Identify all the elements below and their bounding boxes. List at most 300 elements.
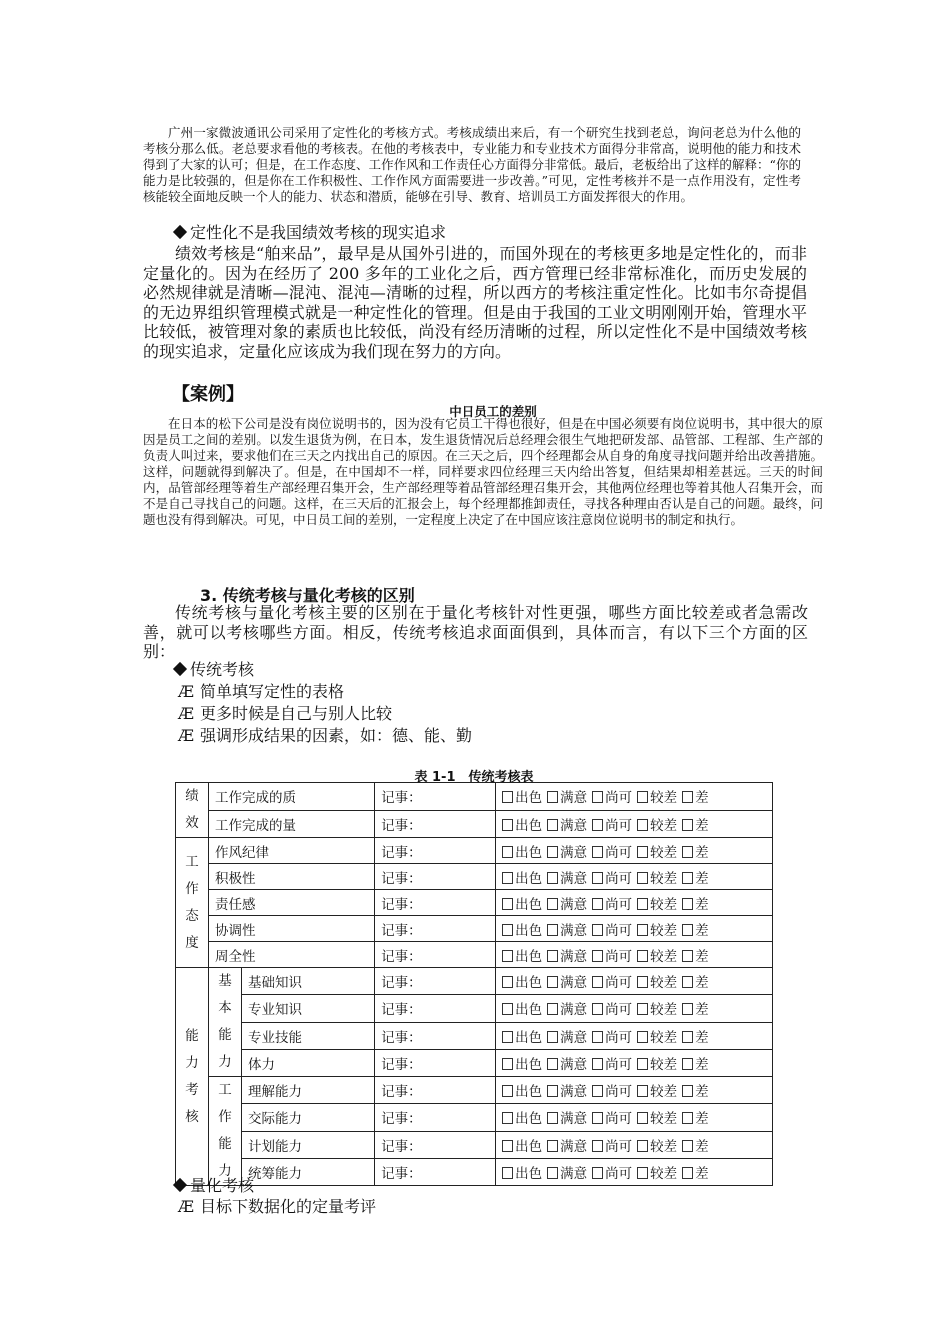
rating-option[interactable] [637, 1084, 677, 1100]
checkbox-icon[interactable] [547, 872, 558, 884]
rating-option-label: 较差 [650, 1002, 678, 1019]
rating-option[interactable] [502, 1111, 542, 1127]
group-cell-perf [176, 783, 209, 838]
item-cell: 计划能力 [242, 1131, 375, 1158]
note-cell: 记事： [375, 995, 496, 1022]
rating-option[interactable] [682, 790, 709, 806]
rating-option-label: 满意 [560, 975, 588, 992]
checkbox-icon[interactable] [682, 791, 693, 803]
table-row [176, 968, 773, 995]
rating-option[interactable] [592, 897, 632, 913]
diamond-bullet-icon [173, 1178, 187, 1192]
traditional-points [178, 681, 472, 747]
vertical-text [176, 1023, 208, 1131]
table-row [176, 864, 773, 890]
checkbox-icon[interactable] [547, 950, 558, 962]
checkbox-icon[interactable] [682, 1140, 693, 1152]
checkbox-icon[interactable] [592, 819, 603, 831]
options-cell [496, 968, 773, 995]
rating-option-label: 较差 [650, 922, 678, 939]
rating-option[interactable] [592, 975, 632, 991]
list-item-text: 简单填写定性的表格 [200, 682, 345, 701]
rating-option[interactable] [637, 1166, 677, 1182]
list-item [178, 681, 472, 703]
rating-option[interactable] [592, 790, 632, 806]
table-row [176, 1049, 773, 1076]
table-row [176, 838, 773, 864]
subgroup-cell-work [209, 1077, 242, 1186]
checkbox-icon[interactable] [682, 1058, 693, 1070]
item-cell: 交际能力 [242, 1104, 375, 1131]
vertical-char: 力 [218, 1163, 232, 1179]
options-cell [496, 1022, 773, 1049]
checkbox-icon[interactable] [502, 950, 513, 962]
checkbox-icon[interactable] [592, 1112, 603, 1124]
rating-option-label: 较差 [650, 1165, 678, 1182]
rating-option[interactable] [502, 845, 542, 861]
note-cell: 记事： [375, 1104, 496, 1131]
list-item-text: 目标下数据化的定量考评 [200, 1197, 377, 1216]
rating-option[interactable] [637, 1002, 677, 1018]
checkbox-icon[interactable] [592, 1167, 603, 1179]
rating-option[interactable] [592, 1030, 632, 1046]
rating-option[interactable] [637, 845, 677, 861]
rating-option[interactable] [547, 897, 587, 913]
checkbox-icon[interactable] [592, 791, 603, 803]
rating-option[interactable] [682, 949, 709, 965]
list-item [178, 1196, 376, 1218]
rating-option[interactable] [637, 1111, 677, 1127]
table-row [176, 1077, 773, 1104]
rating-option-label: 出色 [515, 1002, 543, 1019]
checkbox-icon[interactable] [682, 1112, 693, 1124]
note-cell: 记事： [375, 968, 496, 995]
vertical-char: 本 [218, 1000, 232, 1016]
options-cell [496, 1077, 773, 1104]
checkbox-icon[interactable] [547, 1003, 558, 1015]
list-item [178, 725, 472, 747]
rating-option-label: 出色 [515, 1029, 543, 1046]
rating-option[interactable] [502, 949, 542, 965]
rating-option-label: 差 [695, 1084, 709, 1101]
rating-option[interactable] [637, 949, 677, 965]
vertical-char: 能 [218, 1136, 232, 1152]
rating-option-label: 满意 [560, 922, 588, 939]
table-row [176, 1022, 773, 1049]
rating-option[interactable] [682, 1139, 709, 1155]
rating-option[interactable] [682, 845, 709, 861]
item-cell: 周全性 [209, 942, 375, 968]
rating-option[interactable] [502, 818, 542, 834]
checkbox-icon[interactable] [637, 976, 648, 988]
checkbox-icon[interactable] [502, 924, 513, 936]
ae-bullet: Æ [178, 682, 195, 701]
rating-option-label: 出色 [515, 870, 543, 887]
rating-option[interactable] [637, 897, 677, 913]
checkbox-icon[interactable] [682, 872, 693, 884]
checkbox-icon[interactable] [592, 1140, 603, 1152]
checkbox-icon[interactable] [592, 950, 603, 962]
vertical-char: 绩 [185, 788, 199, 804]
rating-option[interactable] [547, 790, 587, 806]
checkbox-icon[interactable] [637, 1058, 648, 1070]
checkbox-icon[interactable] [682, 976, 693, 988]
options-cell [496, 995, 773, 1022]
checkbox-icon[interactable] [547, 819, 558, 831]
checkbox-icon[interactable] [682, 1031, 693, 1043]
section1-heading-text: 定性化不是我国绩效考核的现实追求 [190, 223, 447, 242]
rating-option[interactable] [682, 1057, 709, 1073]
rating-option-label: 差 [695, 870, 709, 887]
rating-option-label: 满意 [560, 1138, 588, 1155]
rating-option[interactable] [637, 1139, 677, 1155]
rating-option[interactable] [592, 1111, 632, 1127]
section1-heading [172, 223, 446, 243]
checkbox-icon[interactable] [637, 872, 648, 884]
note-cell: 记事： [375, 838, 496, 864]
rating-option-label: 较差 [650, 790, 678, 807]
case-body [143, 416, 823, 528]
rating-option[interactable] [547, 818, 587, 834]
rating-option[interactable] [637, 1030, 677, 1046]
checkbox-icon[interactable] [592, 1085, 603, 1097]
table-body [176, 783, 773, 1186]
rating-option[interactable] [547, 949, 587, 965]
vertical-char: 能 [185, 1027, 199, 1044]
ae-bullet: Æ [178, 1197, 195, 1216]
rating-option[interactable] [592, 845, 632, 861]
checkbox-icon[interactable] [502, 1031, 513, 1043]
rating-option-label: 差 [695, 1029, 709, 1046]
checkbox-icon[interactable] [637, 898, 648, 910]
rating-option[interactable] [502, 1002, 542, 1018]
checkbox-icon[interactable] [592, 976, 603, 988]
item-cell: 理解能力 [242, 1077, 375, 1104]
note-cell: 记事： [375, 1022, 496, 1049]
rating-option[interactable] [637, 818, 677, 834]
case-body-text: 在日本的松下公司是没有岗位说明书的，因为没有它员工干得也很好，但是在中国必须要有岗位说明书，其中很大的原因是员工之间的差别。以发生退货为例，在日本，发生退货情况后总经理会很生气地把研发部、品管部、工程部、生产部的负责人叫过来，要求他们在三天之内找出自己的原因。在三天之后，四个经理都会从自身的角度寻找问题并给出改善措施。这样，问题就得到解决了。但是，在中国却不一样，同样要求四位经理三天内给出答复，但结果却相差甚远。三天的时间内，品管部经理等着生产部经理召集开会，生产部经理等着品管部经理召集开会，其他两位经理也等着其他人召集开会，而不是自己寻找自己的问题。这样，在三天后的汇报会上，每个经理都推卸责任，寻找各种理由否认是自己的问题。最终，问题也没有得到解决。可见，中日员工间的差别，一定程度上决定了在中国应该注意岗位说明书的制定和执行。 [143, 416, 823, 527]
diamond-bullet-icon [173, 662, 187, 676]
item-cell: 协调性 [209, 916, 375, 942]
vertical-char: 核 [185, 1108, 199, 1125]
note-cell: 记事： [375, 942, 496, 968]
vertical-char: 基 [218, 973, 232, 989]
note-cell: 记事： [375, 1131, 496, 1158]
rating-option[interactable] [637, 975, 677, 991]
item-cell: 工作完成的质 [209, 783, 375, 811]
item-cell: 专业技能 [242, 1022, 375, 1049]
rating-option-label: 较差 [650, 975, 678, 992]
rating-option[interactable] [682, 923, 709, 939]
rating-option-label: 差 [695, 790, 709, 807]
rating-option-label: 较差 [650, 870, 678, 887]
rating-option-label: 差 [695, 1111, 709, 1128]
checkbox-icon[interactable] [502, 1058, 513, 1070]
checkbox-icon[interactable] [547, 1058, 558, 1070]
item-cell: 工作完成的量 [209, 810, 375, 838]
checkbox-icon[interactable] [502, 791, 513, 803]
rating-option[interactable] [682, 1002, 709, 1018]
checkbox-icon[interactable] [637, 950, 648, 962]
subgroup-cell-basic [209, 968, 242, 1077]
rating-option-label: 较差 [650, 1138, 678, 1155]
rating-option-label: 满意 [560, 1056, 588, 1073]
checkbox-icon[interactable] [502, 898, 513, 910]
rating-option[interactable] [547, 1166, 587, 1182]
rating-option[interactable] [592, 1057, 632, 1073]
checkbox-icon[interactable] [682, 846, 693, 858]
rating-option[interactable] [502, 975, 542, 991]
table-row [176, 810, 773, 838]
checkbox-icon[interactable] [592, 898, 603, 910]
rating-option-label: 出色 [515, 1138, 543, 1155]
checkbox-icon[interactable] [547, 846, 558, 858]
rating-option[interactable] [682, 818, 709, 834]
rating-option-label: 满意 [560, 817, 588, 834]
rating-option[interactable] [502, 1084, 542, 1100]
checkbox-icon[interactable] [502, 1167, 513, 1179]
rating-option[interactable] [592, 1139, 632, 1155]
checkbox-icon[interactable] [637, 1140, 648, 1152]
rating-option[interactable] [682, 1084, 709, 1100]
rating-option-label: 满意 [560, 1084, 588, 1101]
ae-bullet: Æ [178, 704, 195, 723]
note-cell: 记事： [375, 1049, 496, 1076]
rating-option[interactable] [592, 818, 632, 834]
note-cell: 记事： [375, 810, 496, 838]
vertical-char: 态 [185, 907, 199, 924]
rating-option[interactable] [637, 871, 677, 887]
rating-option-label: 满意 [560, 896, 588, 913]
checkbox-icon[interactable] [592, 872, 603, 884]
note-cell: 记事： [375, 864, 496, 890]
rating-option[interactable] [592, 1166, 632, 1182]
intro-text: 广州一家微波通讯公司采用了定性化的考核方式。考核成绩出来后，有一个研究生找到老总，询问老总为什么他的考核分那么低。老总要求看他的考核表。在他的考核表中，专业能力和专业技术方面得分非常高，说明他的能力和技术得到了大家的认可；但是，在工作态度、工作作风和工作责任心方面得分非常低。最后，老板给出了这样的解释：“你的能力是比较强的，但是你在工作积极性、工作作风方面需要进一步改善。”可见，定性考核并不是一点作用没有，定性考核能较全面地反映一个人的能力、状态和潜质，能够在引导、教育、培训员工方面发挥很大的作用。 [143, 125, 801, 204]
rating-option[interactable] [547, 1057, 587, 1073]
rating-option-label: 尚可 [605, 896, 633, 913]
checkbox-icon[interactable] [592, 924, 603, 936]
rating-option-label: 出色 [515, 975, 543, 992]
diamond-bullet-icon [173, 225, 187, 239]
checkbox-icon[interactable] [637, 1031, 648, 1043]
checkbox-icon[interactable] [547, 924, 558, 936]
options-cell [496, 916, 773, 942]
list-item-text: 强调形成结果的因素，如：德、能、勤 [200, 726, 473, 745]
checkbox-icon[interactable] [547, 1112, 558, 1124]
rating-option[interactable] [547, 1002, 587, 1018]
rating-option[interactable] [547, 871, 587, 887]
checkbox-icon[interactable] [502, 1112, 513, 1124]
vertical-char: 作 [185, 880, 199, 897]
rating-option-label: 尚可 [605, 1002, 633, 1019]
vertical-char: 力 [185, 1054, 199, 1071]
rating-option[interactable] [592, 1084, 632, 1100]
rating-option-label: 差 [695, 922, 709, 939]
table-caption: 表 1-1 传统考核表 [414, 770, 534, 785]
rating-option[interactable] [502, 1166, 542, 1182]
rating-option-label: 尚可 [605, 975, 633, 992]
options-cell [496, 783, 773, 811]
vertical-char: 度 [185, 934, 199, 951]
rating-option-label: 差 [695, 948, 709, 965]
checkbox-icon[interactable] [502, 1085, 513, 1097]
rating-option[interactable] [547, 1111, 587, 1127]
vertical-char: 效 [185, 815, 199, 831]
quant-points [178, 1196, 376, 1218]
rating-option[interactable] [502, 1057, 542, 1073]
rating-option-label: 尚可 [605, 1138, 633, 1155]
rating-option-label: 出色 [515, 790, 543, 807]
options-cell [496, 1158, 773, 1185]
checkbox-icon[interactable] [592, 1003, 603, 1015]
rating-option[interactable] [502, 1030, 542, 1046]
rating-option-label: 较差 [650, 817, 678, 834]
item-cell: 责任感 [209, 890, 375, 916]
rating-option[interactable] [547, 1084, 587, 1100]
rating-option-label: 较差 [650, 1084, 678, 1101]
checkbox-icon[interactable] [502, 1003, 513, 1015]
note-cell: 记事： [375, 1158, 496, 1185]
note-cell: 记事： [375, 916, 496, 942]
item-cell: 积极性 [209, 864, 375, 890]
rating-option[interactable] [547, 1030, 587, 1046]
checkbox-icon[interactable] [592, 1058, 603, 1070]
checkbox-icon[interactable] [547, 1085, 558, 1097]
rating-option-label: 较差 [650, 844, 678, 861]
rating-option[interactable] [502, 897, 542, 913]
rating-option[interactable] [592, 1002, 632, 1018]
rating-option-label: 尚可 [605, 922, 633, 939]
rating-option-label: 满意 [560, 1002, 588, 1019]
group-cell-ability [176, 968, 209, 1186]
rating-option-label: 满意 [560, 1165, 588, 1182]
vertical-text [176, 783, 208, 837]
quant-label: 量化考核 [190, 1176, 255, 1195]
checkbox-icon[interactable] [682, 1167, 693, 1179]
rating-option[interactable] [547, 923, 587, 939]
checkbox-icon[interactable] [637, 1167, 648, 1179]
checkbox-icon[interactable] [547, 1140, 558, 1152]
checkbox-icon[interactable] [547, 898, 558, 910]
checkbox-icon[interactable] [682, 924, 693, 936]
checkbox-icon[interactable] [547, 976, 558, 988]
rating-option-label: 尚可 [605, 1056, 633, 1073]
rating-option[interactable] [637, 923, 677, 939]
rating-option-label: 差 [695, 1165, 709, 1182]
rating-option[interactable] [547, 1139, 587, 1155]
item-cell: 作风纪律 [209, 838, 375, 864]
rating-option[interactable] [502, 923, 542, 939]
rating-option[interactable] [502, 871, 542, 887]
checkbox-icon[interactable] [502, 976, 513, 988]
checkbox-icon[interactable] [637, 791, 648, 803]
note-cell: 记事： [375, 890, 496, 916]
vertical-text [209, 968, 241, 1076]
rating-option-label: 满意 [560, 1111, 588, 1128]
checkbox-icon[interactable] [682, 1003, 693, 1015]
rating-option[interactable] [682, 1030, 709, 1046]
rating-option-label: 较差 [650, 1056, 678, 1073]
rating-option-label: 尚可 [605, 1165, 633, 1182]
rating-option[interactable] [637, 790, 677, 806]
vertical-char: 力 [218, 1054, 232, 1070]
rating-option-label: 尚可 [605, 817, 633, 834]
checkbox-icon[interactable] [547, 791, 558, 803]
checkbox-icon[interactable] [682, 1085, 693, 1097]
checkbox-icon[interactable] [682, 950, 693, 962]
checkbox-icon[interactable] [502, 846, 513, 858]
vertical-text [176, 849, 208, 957]
rating-option[interactable] [592, 923, 632, 939]
group-cell-attitude [176, 838, 209, 968]
rating-option[interactable] [682, 871, 709, 887]
rating-option-label: 出色 [515, 844, 543, 861]
checkbox-icon[interactable] [502, 819, 513, 831]
rating-option[interactable] [502, 790, 542, 806]
rating-option-label: 尚可 [605, 948, 633, 965]
rating-option-label: 差 [695, 1002, 709, 1019]
checkbox-icon[interactable] [592, 846, 603, 858]
checkbox-icon[interactable] [682, 898, 693, 910]
checkbox-icon[interactable] [547, 1031, 558, 1043]
section3-body [143, 603, 808, 662]
rating-option-label: 满意 [560, 844, 588, 861]
rating-option-label: 出色 [515, 896, 543, 913]
checkbox-icon[interactable] [637, 924, 648, 936]
item-cell: 专业知识 [242, 995, 375, 1022]
case-label: 【案例】 [172, 384, 244, 405]
table-row [176, 783, 773, 811]
options-cell [496, 1131, 773, 1158]
checkbox-icon[interactable] [637, 1112, 648, 1124]
checkbox-icon[interactable] [637, 846, 648, 858]
checkbox-icon[interactable] [592, 1031, 603, 1043]
rating-option[interactable] [502, 1139, 542, 1155]
rating-option-label: 满意 [560, 948, 588, 965]
options-cell [496, 1104, 773, 1131]
rating-option[interactable] [637, 1057, 677, 1073]
traditional-heading [172, 659, 254, 681]
rating-option[interactable] [682, 897, 709, 913]
checkbox-icon[interactable] [547, 1167, 558, 1179]
checkbox-icon[interactable] [502, 872, 513, 884]
appraisal-table [175, 782, 773, 1186]
ae-bullet: Æ [178, 726, 195, 745]
item-cell: 体力 [242, 1049, 375, 1076]
case-title: 中日员工的差别 [449, 404, 537, 419]
checkbox-icon[interactable] [637, 819, 648, 831]
checkbox-icon[interactable] [637, 1085, 648, 1097]
rating-option-label: 尚可 [605, 1111, 633, 1128]
rating-option[interactable] [682, 975, 709, 991]
rating-option-label: 满意 [560, 790, 588, 807]
rating-option[interactable] [592, 949, 632, 965]
checkbox-icon[interactable] [682, 819, 693, 831]
rating-option[interactable] [547, 845, 587, 861]
rating-option[interactable] [682, 1166, 709, 1182]
checkbox-icon[interactable] [637, 1003, 648, 1015]
rating-option-label: 尚可 [605, 870, 633, 887]
rating-option[interactable] [547, 975, 587, 991]
rating-option-label: 差 [695, 1138, 709, 1155]
rating-option[interactable] [682, 1111, 709, 1127]
rating-option[interactable] [592, 871, 632, 887]
table-row [176, 1104, 773, 1131]
vertical-char: 作 [218, 1109, 232, 1125]
intro-paragraph [143, 125, 801, 205]
checkbox-icon[interactable] [502, 1140, 513, 1152]
rating-option-label: 差 [695, 975, 709, 992]
